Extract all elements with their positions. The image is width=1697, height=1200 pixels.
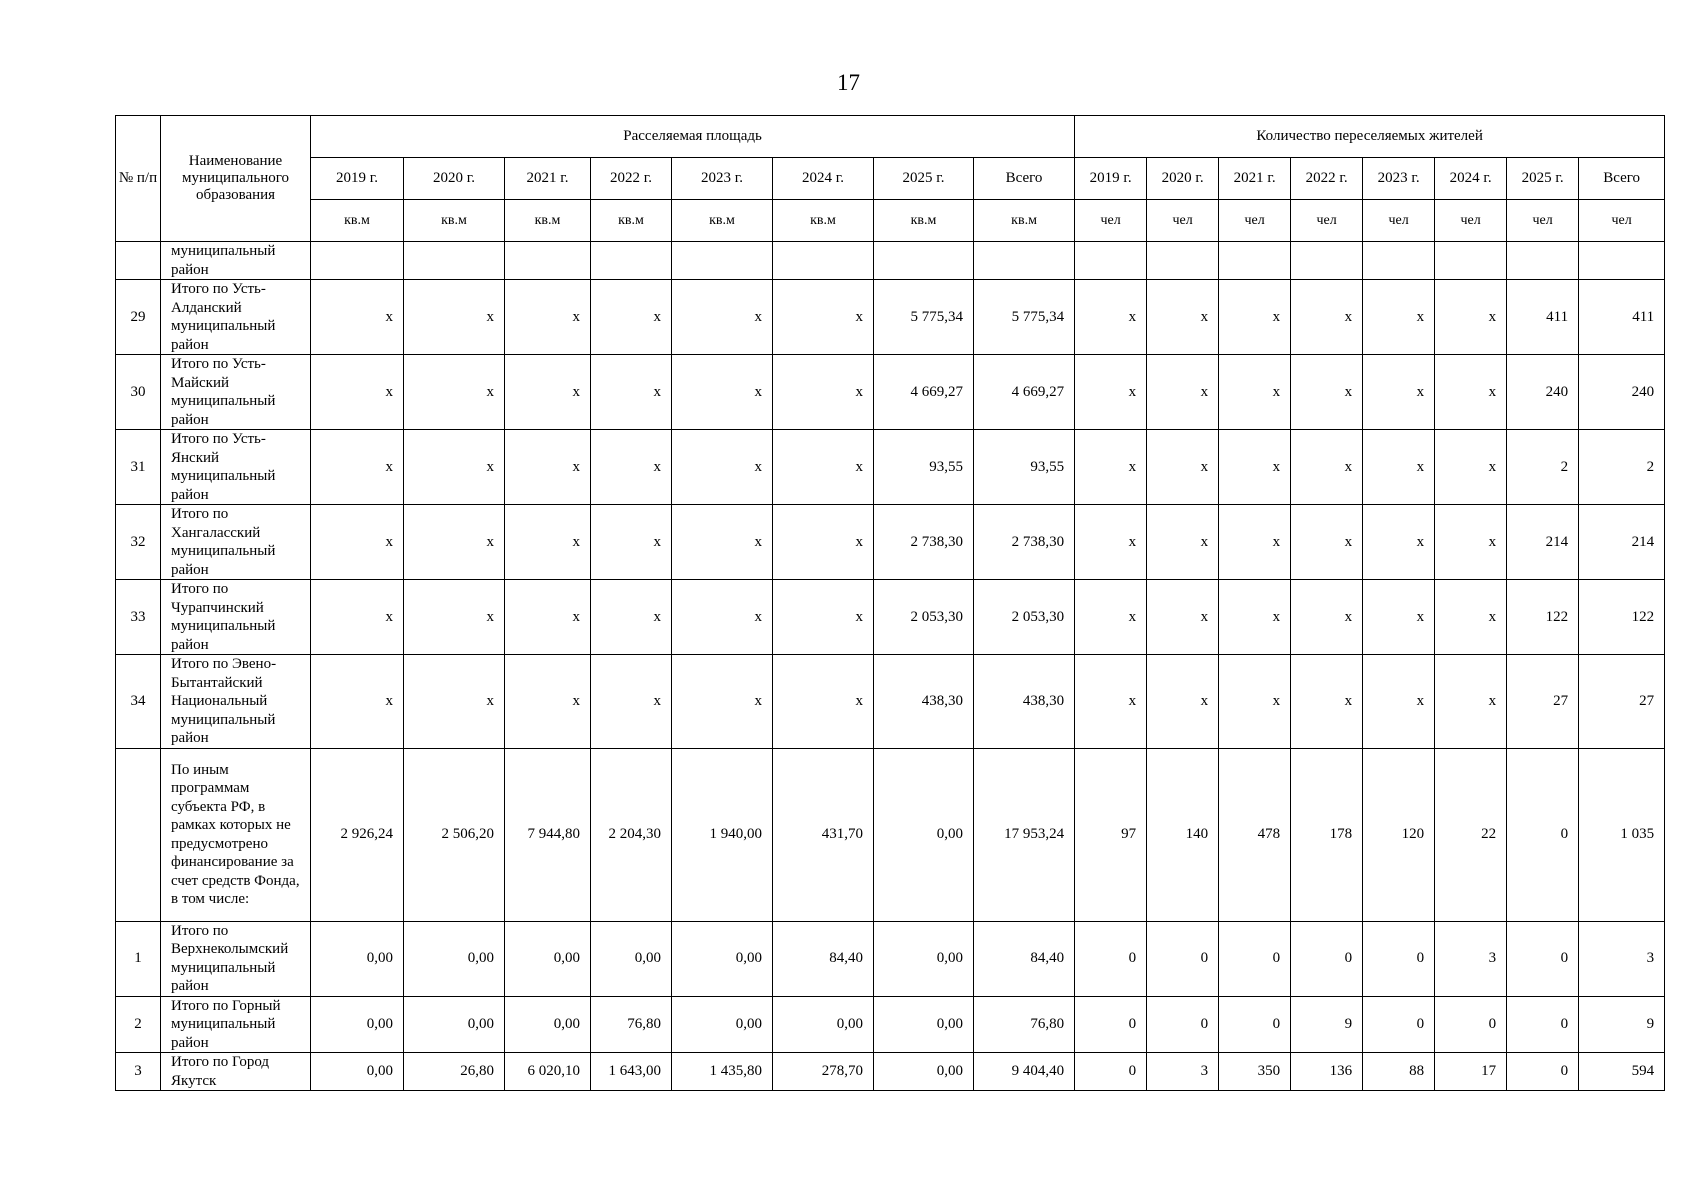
cell-residents: 0	[1435, 996, 1507, 1053]
cell-area: х	[404, 355, 505, 430]
cell-residents: х	[1219, 655, 1291, 749]
cell-residents: 411	[1579, 280, 1665, 355]
cell-residents: х	[1291, 430, 1363, 505]
header-unit-residents: чел	[1579, 200, 1665, 242]
cell-area: х	[505, 655, 591, 749]
cell-residents: х	[1219, 355, 1291, 430]
header-unit-residents: чел	[1219, 200, 1291, 242]
header-unit-residents: чел	[1147, 200, 1219, 242]
table-row	[116, 1053, 1665, 1091]
cell-area: х	[505, 280, 591, 355]
cell-area: 0,00	[404, 996, 505, 1053]
header-unit-residents: чел	[1363, 200, 1435, 242]
row-name: По иным программам субъекта РФ, в рамках которых не предусмотрено финансирование за счет средств Фонда, в том числе:	[161, 748, 311, 921]
cell-residents: 17	[1435, 1053, 1507, 1091]
header-year-residents: 2024 г.	[1435, 158, 1507, 200]
header-unit-residents: чел	[1291, 200, 1363, 242]
row-number	[116, 748, 161, 921]
cell-residents: 411	[1507, 280, 1579, 355]
cell-residents: х	[1075, 580, 1147, 655]
header-year-area: 2022 г.	[591, 158, 672, 200]
cell-area: х	[591, 505, 672, 580]
cell-area: х	[404, 580, 505, 655]
header-year-residents: 2020 г.	[1147, 158, 1219, 200]
cell-residents: 136	[1291, 1053, 1363, 1091]
cell-residents: х	[1435, 430, 1507, 505]
cell-area: 2 506,20	[404, 748, 505, 921]
cell-residents: х	[1363, 430, 1435, 505]
row-name: Итого по Верхнеколымский муниципальный район	[161, 921, 311, 996]
cell-area	[311, 242, 404, 280]
cell-area: х	[773, 430, 874, 505]
row-name: Итого по Хангаласский муниципальный район	[161, 505, 311, 580]
header-unit-area: кв.м	[591, 200, 672, 242]
cell-residents: 0	[1363, 921, 1435, 996]
cell-residents: 0	[1075, 921, 1147, 996]
header-year-area: 2023 г.	[672, 158, 773, 200]
header-unit-area: кв.м	[404, 200, 505, 242]
header-year-residents: Всего	[1579, 158, 1665, 200]
cell-area: 93,55	[974, 430, 1075, 505]
header-year-residents: 2025 г.	[1507, 158, 1579, 200]
cell-area: х	[311, 355, 404, 430]
cell-area: 0,00	[311, 996, 404, 1053]
row-number: 29	[116, 280, 161, 355]
cell-area: 76,80	[591, 996, 672, 1053]
cell-area: 0,00	[311, 1053, 404, 1091]
cell-residents: 27	[1507, 655, 1579, 749]
cell-residents: х	[1291, 355, 1363, 430]
cell-residents: 3	[1435, 921, 1507, 996]
cell-area: х	[773, 280, 874, 355]
row-name: Итого по Чурапчинский муниципальный район	[161, 580, 311, 655]
cell-residents: 478	[1219, 748, 1291, 921]
header-unit-area: кв.м	[974, 200, 1075, 242]
cell-residents: х	[1147, 355, 1219, 430]
header-unit-residents: чел	[1507, 200, 1579, 242]
header-no: № п/п	[116, 116, 161, 242]
cell-area: х	[404, 505, 505, 580]
row-number: 30	[116, 355, 161, 430]
cell-residents: 0	[1507, 748, 1579, 921]
cell-area: х	[404, 280, 505, 355]
table-body	[116, 242, 1665, 1091]
cell-area: 7 944,80	[505, 748, 591, 921]
cell-residents: х	[1147, 430, 1219, 505]
cell-residents: х	[1291, 580, 1363, 655]
header-area-group: Расселяемая площадь	[311, 116, 1075, 158]
page-number: 17	[837, 70, 860, 95]
cell-residents: х	[1435, 655, 1507, 749]
cell-area: 0,00	[874, 748, 974, 921]
cell-residents: 350	[1219, 1053, 1291, 1091]
cell-residents: 2	[1507, 430, 1579, 505]
cell-residents: 0	[1507, 921, 1579, 996]
cell-area: 2 204,30	[591, 748, 672, 921]
cell-residents: 178	[1291, 748, 1363, 921]
cell-area: х	[505, 430, 591, 505]
row-number: 2	[116, 996, 161, 1053]
cell-area: 93,55	[874, 430, 974, 505]
table-row	[116, 996, 1665, 1053]
cell-residents: 3	[1147, 1053, 1219, 1091]
header-name: Наименование муниципального образования	[161, 116, 311, 242]
cell-area: 0,00	[672, 921, 773, 996]
header-year-area: 2024 г.	[773, 158, 874, 200]
cell-area: 26,80	[404, 1053, 505, 1091]
cell-residents: 1 035	[1579, 748, 1665, 921]
row-number: 1	[116, 921, 161, 996]
cell-area: 438,30	[874, 655, 974, 749]
cell-area: х	[672, 580, 773, 655]
cell-area: 1 940,00	[672, 748, 773, 921]
cell-residents: 2	[1579, 430, 1665, 505]
cell-area: х	[773, 580, 874, 655]
cell-residents: 0	[1219, 921, 1291, 996]
cell-residents	[1579, 242, 1665, 280]
cell-area: 2 053,30	[974, 580, 1075, 655]
cell-residents: 22	[1435, 748, 1507, 921]
header-unit-area: кв.м	[874, 200, 974, 242]
cell-residents: х	[1435, 280, 1507, 355]
cell-residents: 27	[1579, 655, 1665, 749]
cell-residents	[1435, 242, 1507, 280]
cell-area: 0,00	[874, 1053, 974, 1091]
cell-area: 0,00	[591, 921, 672, 996]
header-unit-residents: чел	[1075, 200, 1147, 242]
cell-residents: х	[1291, 505, 1363, 580]
header-unit-residents: чел	[1435, 200, 1507, 242]
cell-residents	[1219, 242, 1291, 280]
cell-residents: 0	[1291, 921, 1363, 996]
cell-area: 6 020,10	[505, 1053, 591, 1091]
cell-area: х	[672, 355, 773, 430]
cell-area: 0,00	[874, 921, 974, 996]
row-name: Итого по Эвено-Бытантайский Национальный муниципальный район	[161, 655, 311, 749]
cell-area: х	[773, 355, 874, 430]
cell-residents: 240	[1579, 355, 1665, 430]
cell-residents: 0	[1147, 921, 1219, 996]
cell-area: 1 435,80	[672, 1053, 773, 1091]
cell-area: 4 669,27	[974, 355, 1075, 430]
cell-residents: х	[1219, 505, 1291, 580]
cell-area: 0,00	[505, 921, 591, 996]
cell-residents: х	[1075, 655, 1147, 749]
header-year-residents: 2022 г.	[1291, 158, 1363, 200]
row-number	[116, 242, 161, 280]
cell-area: х	[311, 280, 404, 355]
cell-area: х	[311, 430, 404, 505]
cell-area: 0,00	[311, 921, 404, 996]
cell-area	[404, 242, 505, 280]
cell-residents	[1291, 242, 1363, 280]
cell-residents: 140	[1147, 748, 1219, 921]
header-year-residents: 2019 г.	[1075, 158, 1147, 200]
header-year-area: 2019 г.	[311, 158, 404, 200]
cell-area: 5 775,34	[874, 280, 974, 355]
row-number: 31	[116, 430, 161, 505]
cell-area: 438,30	[974, 655, 1075, 749]
header-year-residents: 2021 г.	[1219, 158, 1291, 200]
cell-residents: 240	[1507, 355, 1579, 430]
cell-area: х	[311, 655, 404, 749]
cell-area	[773, 242, 874, 280]
cell-area: х	[404, 655, 505, 749]
cell-area: х	[311, 580, 404, 655]
cell-residents	[1363, 242, 1435, 280]
cell-residents: х	[1147, 280, 1219, 355]
resettlement-table	[115, 115, 1665, 1091]
cell-residents: 0	[1219, 996, 1291, 1053]
header-year-area: Всего	[974, 158, 1075, 200]
cell-area: х	[591, 430, 672, 505]
cell-residents: 214	[1579, 505, 1665, 580]
header-unit-row	[116, 200, 1665, 242]
table-row	[116, 280, 1665, 355]
cell-residents: х	[1219, 580, 1291, 655]
cell-residents: 594	[1579, 1053, 1665, 1091]
cell-area: 2 738,30	[974, 505, 1075, 580]
cell-area: х	[591, 655, 672, 749]
cell-area: х	[311, 505, 404, 580]
cell-residents: х	[1363, 580, 1435, 655]
cell-residents: 0	[1507, 1053, 1579, 1091]
header-unit-area: кв.м	[505, 200, 591, 242]
cell-residents: 122	[1579, 580, 1665, 655]
cell-residents: х	[1147, 655, 1219, 749]
row-number: 3	[116, 1053, 161, 1091]
cell-area: 76,80	[974, 996, 1075, 1053]
cell-residents: х	[1363, 280, 1435, 355]
cell-area: 0,00	[773, 996, 874, 1053]
table-row	[116, 748, 1665, 921]
cell-residents	[1147, 242, 1219, 280]
header-year-area: 2025 г.	[874, 158, 974, 200]
cell-area: х	[672, 430, 773, 505]
cell-residents: 3	[1579, 921, 1665, 996]
cell-residents: 9	[1579, 996, 1665, 1053]
cell-area: 84,40	[773, 921, 874, 996]
cell-residents: 0	[1363, 996, 1435, 1053]
table-row	[116, 242, 1665, 280]
cell-residents	[1507, 242, 1579, 280]
header-year-area: 2021 г.	[505, 158, 591, 200]
cell-area: х	[773, 505, 874, 580]
row-name: Итого по Усть-Янский муниципальный район	[161, 430, 311, 505]
table-row	[116, 655, 1665, 749]
cell-residents: 0	[1147, 996, 1219, 1053]
cell-area: х	[773, 655, 874, 749]
cell-residents: 97	[1075, 748, 1147, 921]
cell-residents: х	[1363, 505, 1435, 580]
header-year-residents: 2023 г.	[1363, 158, 1435, 200]
cell-residents: 88	[1363, 1053, 1435, 1091]
header-unit-area: кв.м	[672, 200, 773, 242]
cell-area: 431,70	[773, 748, 874, 921]
table-row	[116, 430, 1665, 505]
cell-area: х	[505, 580, 591, 655]
cell-residents: х	[1435, 505, 1507, 580]
row-name: Итого по Усть-Алданский муниципальный район	[161, 280, 311, 355]
cell-area: 1 643,00	[591, 1053, 672, 1091]
cell-area	[974, 242, 1075, 280]
table-row	[116, 921, 1665, 996]
row-number: 34	[116, 655, 161, 749]
row-number: 33	[116, 580, 161, 655]
cell-residents: х	[1291, 655, 1363, 749]
row-name: муниципальный район	[161, 242, 311, 280]
cell-residents: х	[1363, 355, 1435, 430]
cell-area: х	[672, 505, 773, 580]
cell-area: х	[672, 655, 773, 749]
cell-area: 0,00	[404, 921, 505, 996]
cell-residents: х	[1363, 655, 1435, 749]
cell-area: 0,00	[672, 996, 773, 1053]
cell-residents: 0	[1075, 996, 1147, 1053]
cell-area	[591, 242, 672, 280]
row-name: Итого по Усть-Майский муниципальный район	[161, 355, 311, 430]
cell-residents: х	[1075, 280, 1147, 355]
cell-residents: х	[1435, 580, 1507, 655]
cell-area: х	[672, 280, 773, 355]
cell-area: 2 926,24	[311, 748, 404, 921]
cell-area: 84,40	[974, 921, 1075, 996]
cell-residents: х	[1219, 280, 1291, 355]
cell-area: 2 738,30	[874, 505, 974, 580]
cell-residents: х	[1219, 430, 1291, 505]
table-row	[116, 355, 1665, 430]
cell-area: х	[591, 355, 672, 430]
cell-residents: х	[1075, 355, 1147, 430]
cell-area: 4 669,27	[874, 355, 974, 430]
cell-residents: х	[1075, 430, 1147, 505]
cell-residents: 214	[1507, 505, 1579, 580]
cell-residents: х	[1147, 505, 1219, 580]
cell-area: х	[591, 280, 672, 355]
header-residents-group: Количество переселяемых жителей	[1075, 116, 1665, 158]
cell-residents: х	[1075, 505, 1147, 580]
cell-residents: х	[1291, 280, 1363, 355]
cell-residents	[1075, 242, 1147, 280]
header-unit-area: кв.м	[311, 200, 404, 242]
row-name: Итого по Город Якутск	[161, 1053, 311, 1091]
cell-area	[505, 242, 591, 280]
table-row	[116, 505, 1665, 580]
cell-area: х	[505, 505, 591, 580]
cell-residents: х	[1147, 580, 1219, 655]
header-unit-area: кв.м	[773, 200, 874, 242]
cell-residents: 0	[1075, 1053, 1147, 1091]
header-year-area: 2020 г.	[404, 158, 505, 200]
cell-area	[874, 242, 974, 280]
cell-area: 278,70	[773, 1053, 874, 1091]
cell-residents: 122	[1507, 580, 1579, 655]
cell-residents: 120	[1363, 748, 1435, 921]
cell-area: 0,00	[505, 996, 591, 1053]
cell-residents: х	[1435, 355, 1507, 430]
cell-area: 17 953,24	[974, 748, 1075, 921]
cell-area: 5 775,34	[974, 280, 1075, 355]
row-name: Итого по Горный муниципальный район	[161, 996, 311, 1053]
table-row	[116, 580, 1665, 655]
cell-area: 2 053,30	[874, 580, 974, 655]
cell-residents: 9	[1291, 996, 1363, 1053]
cell-area: 9 404,40	[974, 1053, 1075, 1091]
cell-area	[672, 242, 773, 280]
cell-area: х	[505, 355, 591, 430]
cell-area: 0,00	[874, 996, 974, 1053]
cell-residents: 0	[1507, 996, 1579, 1053]
cell-area: х	[591, 580, 672, 655]
row-number: 32	[116, 505, 161, 580]
cell-area: х	[404, 430, 505, 505]
header-year-row	[116, 158, 1665, 200]
